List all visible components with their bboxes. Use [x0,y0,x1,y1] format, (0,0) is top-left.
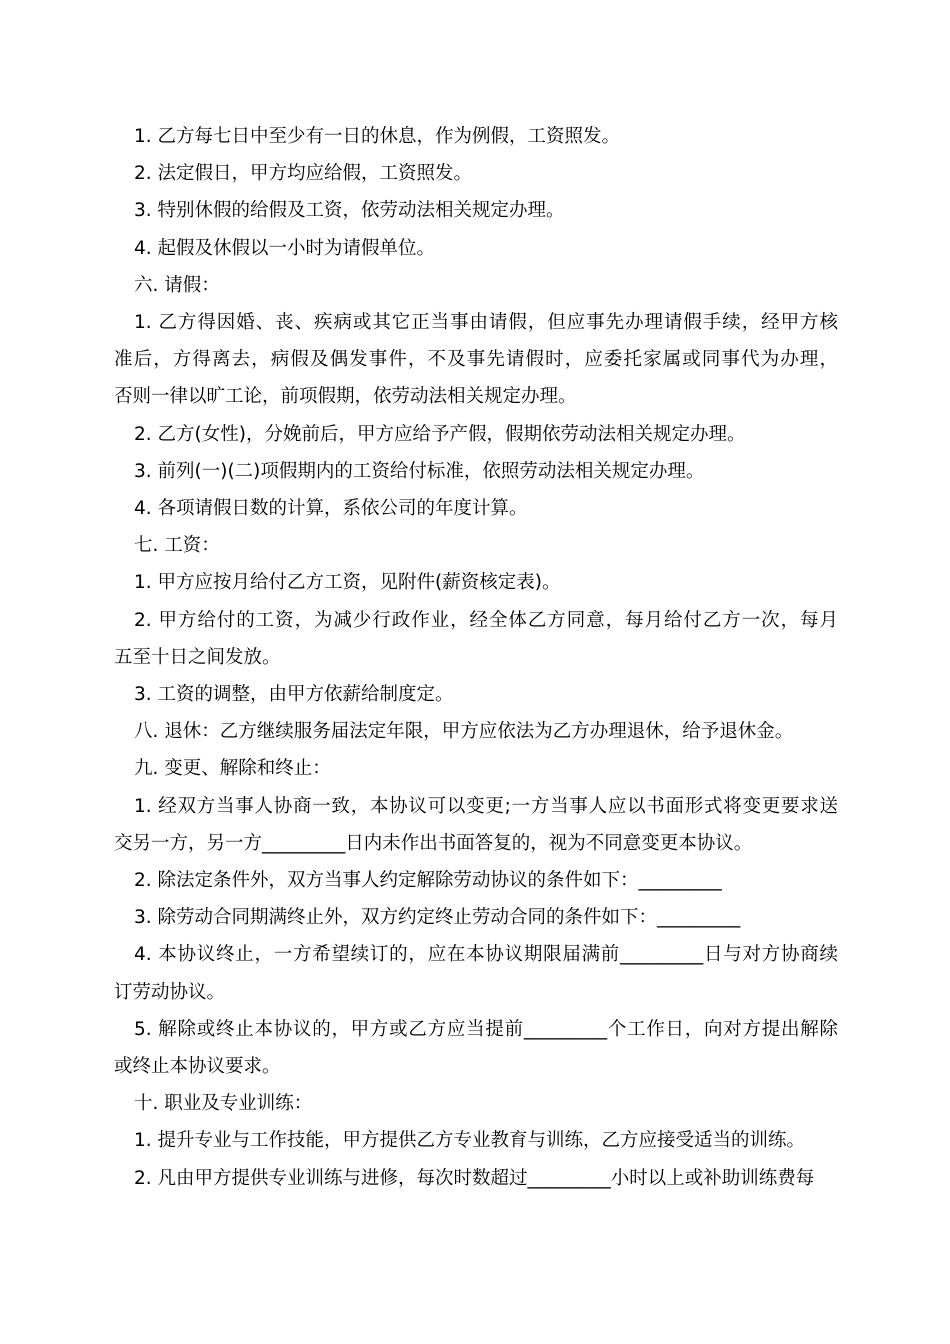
paragraph: 3. 特别休假的给假及工资，依劳动法相关规定办理。 [134,200,565,222]
paragraph: 九. 变更、解除和终止： [134,758,331,780]
paragraph [114,788,838,862]
paragraph-line: 5. 解除或终止本协议的，甲方或乙方应当提前_________个工作日，向对方提出解除 [134,1018,838,1040]
paragraph-line: 准后，方得离去，病假及偶发事件，不及事先请假时，应委托家属或同事代为办理， [114,349,838,371]
paragraph [114,304,838,416]
paragraph: 1. 甲方应按月给付乙方工资，见附件(薪资核定表)。 [134,572,561,594]
paragraph: 4. 起假及休假以一小时为请假单位。 [134,237,436,259]
paragraph: 七. 工资： [134,535,220,557]
paragraph-line: 五至十日之间发放。 [114,646,281,668]
paragraph-line: 4. 本协议终止，一方希望续订的，应在本协议期限届满前_________日与对方协商续 [134,944,838,966]
paragraph: 八. 退休：乙方继续服务届法定年限，甲方应依法为乙方办理退休，给予退休金。 [134,721,794,743]
paragraph: 2. 乙方(女性)，分娩前后，甲方应给予产假，假期依劳动法相关规定办理。 [134,423,746,445]
paragraph-line: 或终止本协议要求。 [114,1056,281,1078]
paragraph-line: 订劳动协议。 [114,981,226,1003]
paragraph [114,936,838,1010]
paragraph: 3. 工资的调整，由甲方依薪给制度定。 [134,684,454,706]
paragraph-line: 1. 经双方当事人协商一致，本协议可以变更;一方当事人应以书面形式将变更要求送 [134,795,838,817]
paragraph: 1. 提升专业与工作技能，甲方提供乙方专业教育与训练，乙方应接受适当的训练。 [134,1130,806,1152]
paragraph-line: 否则一律以旷工论，前项假期，依劳动法相关规定办理。 [114,386,577,408]
paragraph: 十. 职业及专业训练： [134,1093,313,1115]
paragraph [114,1011,838,1085]
paragraph [114,602,838,676]
paragraph-line: 交另一方，另一方_________日内未作出书面答复的，视为不同意变更本协议。 [114,832,753,854]
paragraph: 1. 乙方每七日中至少有一日的休息，作为例假，工资照发。 [134,126,621,147]
paragraph: 4. 各项请假日数的计算，系依公司的年度计算。 [134,498,528,520]
document-page [114,118,838,1197]
paragraph: 六. 请假： [134,274,220,296]
paragraph: 2. 法定假日，甲方均应给假，工资照发。 [134,163,473,185]
paragraph-line: 2. 甲方给付的工资，为减少行政作业，经全体乙方同意，每月给付乙方一次，每月 [134,609,838,631]
paragraph: 2. 除法定条件外，双方当事人约定解除劳动协议的条件如下：_________ [134,870,722,892]
paragraph: 3. 除劳动合同期满终止外，双方约定终止劳动合同的条件如下：_________ [134,907,741,929]
paragraph: 2. 凡由甲方提供专业训练与进修，每次时数超过_________小时以上或补助训练费每 [134,1167,815,1189]
paragraph-line: 1. 乙方得因婚、丧、疾病或其它正当事由请假，但应事先办理请假手续，经甲方核 [134,312,838,334]
paragraph: 3. 前列(一)(二)项假期内的工资给付标准，依照劳动法相关规定办理。 [134,460,705,482]
